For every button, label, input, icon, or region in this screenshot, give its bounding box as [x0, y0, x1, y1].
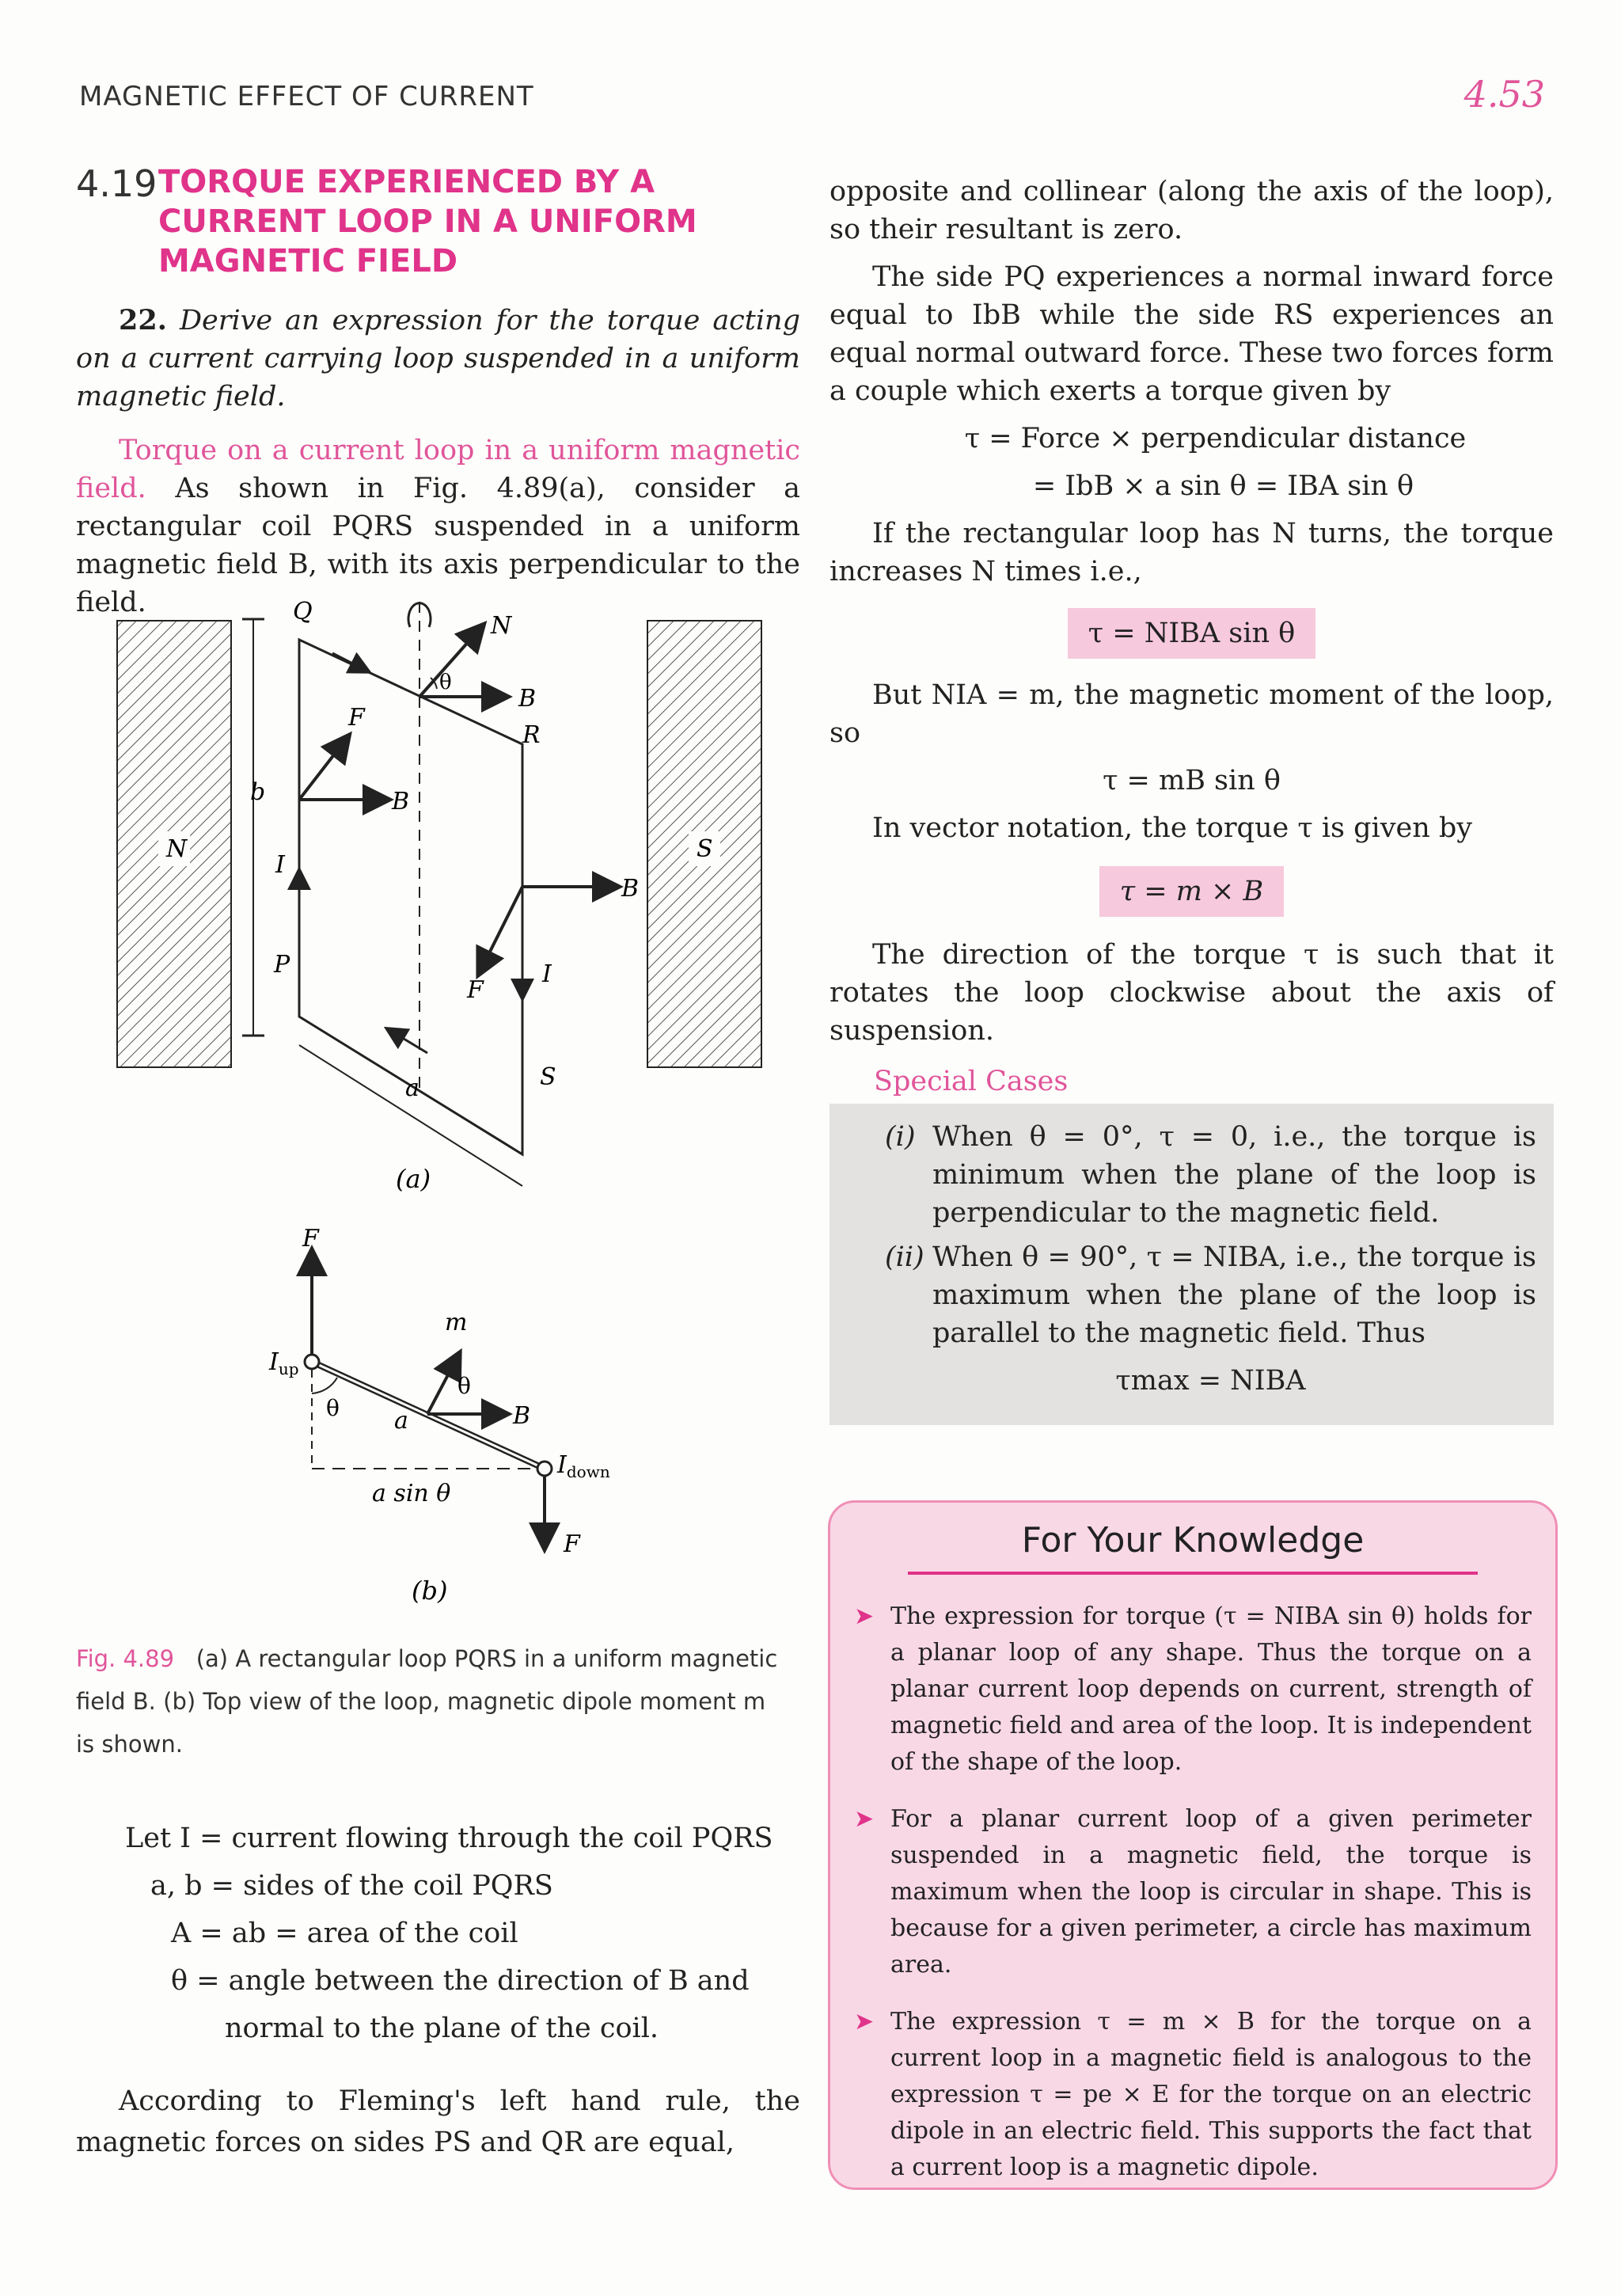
- label-i-down: $I_{down}$: [557, 1451, 610, 1481]
- section-title: TORQUE EXPERIENCED BY A CURRENT LOOP IN A UNIFORM MAGNETIC FIELD: [158, 164, 697, 279]
- label-i1: I: [275, 851, 285, 879]
- equation-6: τmax = NIBA: [1115, 1365, 1306, 1397]
- current-down-icon: [537, 1462, 552, 1476]
- label-f-b: F: [302, 1225, 319, 1253]
- definitions-list: [125, 1815, 806, 2052]
- knowledge-bullet: [830, 2004, 1555, 2186]
- label-s: S: [540, 1063, 556, 1091]
- label-f1: F: [348, 704, 365, 732]
- label-p: P: [274, 951, 290, 979]
- arrow-bullet-icon: ➤: [854, 1602, 875, 1630]
- direction-paragraph: The direction of the torque τ is such that it rotates the loop clockwise about the axis of suspension.: [829, 939, 1554, 1047]
- label-b3: B: [621, 875, 640, 903]
- knowledge-bullet: [830, 1801, 1555, 1983]
- chapter-header: MAGNETIC EFFECT OF CURRENT: [79, 81, 534, 112]
- label-asin: a sin θ: [372, 1480, 451, 1507]
- label-b-b: B: [513, 1402, 531, 1430]
- page-number: 4.53: [1463, 73, 1545, 116]
- fleming-paragraph: According to Fleming's left hand rule, the magnetic forces on sides PS and QR are equal,: [76, 2085, 800, 2158]
- definition-item: θ = angle between the direction of B and: [171, 1965, 750, 1997]
- case-2-text: When θ = 90°, τ = NIBA, i.e., the torque is maximum when the plane of the loop is parallel to the magnetic field. Thus: [932, 1241, 1536, 1349]
- title-divider: [908, 1572, 1478, 1575]
- intro-lead: Torque on a current loop in a uniform magnetic field.: [76, 435, 800, 504]
- special-cases-title: Special Cases: [874, 1066, 1069, 1097]
- label-f2: F: [467, 976, 484, 1004]
- figure-a-label: (a): [396, 1164, 431, 1194]
- label-m: m: [445, 1309, 468, 1336]
- force-arrow-1: [299, 736, 348, 800]
- force-arrow-2: [479, 887, 522, 974]
- section-heading: [76, 162, 800, 281]
- label-b2: B: [392, 788, 410, 815]
- equation-5: τ = m × B: [1099, 866, 1284, 917]
- knowledge-bullet: [830, 1598, 1555, 1781]
- equation-1: τ = Force × perpendicular distance: [964, 423, 1467, 454]
- current-up-icon: [305, 1355, 319, 1369]
- figure-b-label: (b): [412, 1576, 448, 1606]
- case-1: (i) When θ = 0°, τ = 0, i.e., the torque is minimum when the plane of the loop is perpendicular to the magnetic field.: [885, 1118, 1536, 1232]
- left-column: [76, 162, 800, 622]
- right-column: [829, 173, 1554, 1425]
- label-q: Q: [293, 598, 313, 625]
- definition-item: A = ab = area of the coil: [171, 1918, 518, 1949]
- knowledge-title: For Your Knowledge: [1021, 1520, 1365, 1560]
- knowledge-box: [828, 1500, 1558, 2190]
- label-a-dim: a: [405, 1074, 419, 1102]
- label-i2: I: [542, 960, 552, 988]
- figure-caption: [76, 1637, 788, 1766]
- question: [76, 302, 800, 416]
- label-a-b: a: [394, 1407, 408, 1435]
- figure-4-89: [79, 570, 792, 1615]
- vector-notation-text: In vector notation, the torque τ is given by: [872, 812, 1473, 844]
- magnetic-moment-text: But NIA = m, the magnetic moment of the loop, so: [829, 679, 1554, 749]
- caption-text: (a) A rectangular loop PQRS in a uniform magnetic field B. (b) Top view of the loop, magnetic dipole moment m is shown.: [76, 1645, 778, 1758]
- bullet-text: For a planar current loop of a given perimeter suspended in a magnetic field, the torque is maximum when the loop is circular in shape. This is because for a given perimeter, a circle has maximum area.: [890, 1805, 1532, 1979]
- label-i-up: $I_{up}$: [269, 1348, 299, 1378]
- question-number: 22.: [119, 304, 167, 336]
- section-number: 4.19: [76, 162, 158, 205]
- label-b1: B: [518, 685, 537, 713]
- continuation-text: opposite and collinear (along the axis of the loop), so their resultant is zero.: [829, 176, 1554, 245]
- caption-fig-number: Fig. 4.89: [76, 1645, 175, 1672]
- case-2: (ii) When θ = 90°, τ = NIBA, i.e., the torque is maximum when the plane of the loop is parallel to the magnetic field. Thus: [885, 1238, 1536, 1352]
- question-text: Derive an expression for the torque acting on a current carrying loop suspended in a uniform magnetic field.: [76, 305, 800, 412]
- moment-arrow: [427, 1354, 459, 1414]
- equation-3: τ = NIBA sin θ: [1068, 608, 1315, 659]
- side-pq-paragraph: The side PQ experiences a normal inward force equal to IbB while the side RS experiences an equal normal outward force. These two forces form a couple which exerts a torque given by: [829, 261, 1554, 407]
- bullet-text: The expression τ = m × B for the torque on a current loop in a magnetic field is analogous to the expression τ = pe × E for the torque on an electric dipole in an electric field. This supports the fact that a current loop is a magnetic dipole.: [890, 2008, 1532, 2181]
- equation-4: τ = mB sin θ: [1103, 765, 1281, 796]
- definition-item: Let I = current flowing through the coil PQRS: [125, 1823, 773, 1854]
- south-pole-label: S: [697, 835, 713, 863]
- intro-body: As shown in Fig. 4.89(a), consider a rectangular coil PQRS suspended in a uniform magnetic field B, with its axis perpendicular to the field.: [76, 473, 800, 618]
- label-r: R: [522, 721, 541, 749]
- special-cases-box: [829, 1104, 1554, 1425]
- definition-item: normal to the plane of the coil.: [225, 2013, 659, 2044]
- label-n: N: [491, 612, 512, 640]
- n-turns-paragraph: If the rectangular loop has N turns, the torque increases N times i.e.,: [829, 518, 1554, 587]
- case-1-text: When θ = 0°, τ = 0, i.e., the torque is minimum when the plane of the loop is perpendicular to the magnetic field.: [932, 1121, 1536, 1229]
- definition-item: a, b = sides of the coil PQRS: [150, 1870, 553, 1902]
- label-theta-a: θ: [439, 671, 452, 694]
- label-theta-b1: θ: [457, 1373, 471, 1399]
- bullet-text: The expression for torque (τ = NIBA sin θ) holds for a planar loop of any shape. Thus the torque on a planar current loop depends on current, strength of magnetic field and area of the loop. It is independent of the shape of the loop.: [890, 1602, 1532, 1776]
- arrow-bullet-icon: ➤: [854, 1805, 875, 1833]
- label-b-dim: b: [250, 778, 266, 806]
- equation-2: = IbB × a sin θ = IBA sin θ: [1032, 470, 1414, 502]
- label-f2-b: F: [564, 1530, 580, 1558]
- north-pole-label: N: [166, 835, 188, 863]
- arrow-bullet-icon: ➤: [854, 2008, 875, 2036]
- label-theta-b2: θ: [326, 1395, 340, 1421]
